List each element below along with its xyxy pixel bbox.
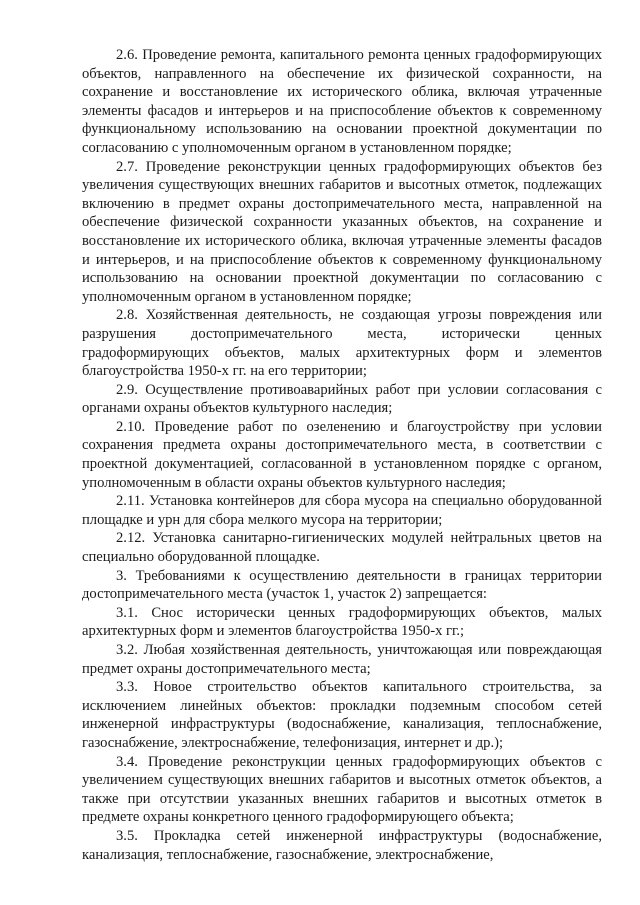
paragraph-3-1: 3.1. Снос исторически ценных градоформирующих объектов, малых архитектурных форм и элементов благоустройства 1950-х гг.; (82, 604, 602, 640)
paragraph-3-3: 3.3. Новое строительство объектов капитального строительства, за исключением линейных объектов: прокладки подземным способом сетей инженерной инфраструктуры (водоснабжение, канализация, теплоснабжение, газоснабжение, электроснабжение, телефонизация, интернет и др.); (82, 679, 602, 751)
paragraph-2-12: 2.12. Установка санитарно-гигиенических модулей нейтральных цветов на специально оборудованной площадке. (82, 530, 602, 566)
paragraph-2-11: 2.11. Установка контейнеров для сбора мусора на специально оборудованной площадке и урн для сбора мелкого мусора на территории; (82, 493, 602, 528)
paragraph-2-10: 2.10. Проведение работ по озеленению и благоустройству при условии сохранения предмета охраны достопримечательного места, в соответствии с проектной документацией, согласованной в установленном порядке с органом, уполномоченным в области охраны объектов культурного наследия; (82, 418, 602, 491)
paragraph-2-6: 2.6. Проведение ремонта, капитального ремонта ценных градоформирующих объектов, направленного на обеспечение их физической сохранности, на сохранение и восстановление их исторического облика, включая утраченные элементы фасадов и интерьеров и на приспособление объектов к современному функциональному использованию на основании проектной документации по согласованию с уполномоченным органом в установленном порядке; (82, 47, 602, 156)
paragraph-2-7: 2.7. Проведение реконструкции ценных градоформирующих объектов без увеличения существующих внешних габаритов и высотных отметок, подлежащих включению в предмет охраны достопримечательного места, направленной на обеспечение физической сохранности указанных объектов, на сохранение и восстановление их исторического облика, включая утраченные элементы фасадов и интерьеров, и на приспособление объектов к современному функциональному использованию на основании проектной документации по согласованию с уполномоченным органом в установленном порядке; (82, 158, 602, 305)
paragraph-2-9: 2.9. Осуществление противоаварийных работ при условии согласования с органами охраны объектов культурного наследия; (82, 381, 602, 417)
paragraph-2-8: 2.8. Хозяйственная деятельность, не создающая угрозы повреждения или разрушения достопримечательного места, исторически ценных градоформирующих объектов, малых архитектурных форм и элементов благоустройства 1950-х гг. на его территории; (82, 307, 602, 380)
paragraph-3-4: 3.4. Проведение реконструкции ценных градоформирующих объектов с увеличением существующих внешних габаритов и высотных отметок объектов, а также при отсутствии указанных внешних габаритов и высотных отметок в предмете охраны конкретного ценного градоформирующего объекта; (82, 753, 602, 826)
paragraph-3: 3. Требованиями к осуществлению деятельности в границах территории достопримечательного места (участок 1, участок 2) запрещается: (82, 567, 602, 603)
paragraph-3-5: 3.5. Прокладка сетей инженерной инфраструктуры (водоснабжение, канализация, теплоснабжение, газоснабжение, электроснабжение, (82, 827, 602, 863)
document-page (82, 46, 602, 864)
paragraph-3-2: 3.2. Любая хозяйственная деятельность, уничтожающая или повреждающая предмет охраны достопримечательного места; (82, 642, 602, 677)
